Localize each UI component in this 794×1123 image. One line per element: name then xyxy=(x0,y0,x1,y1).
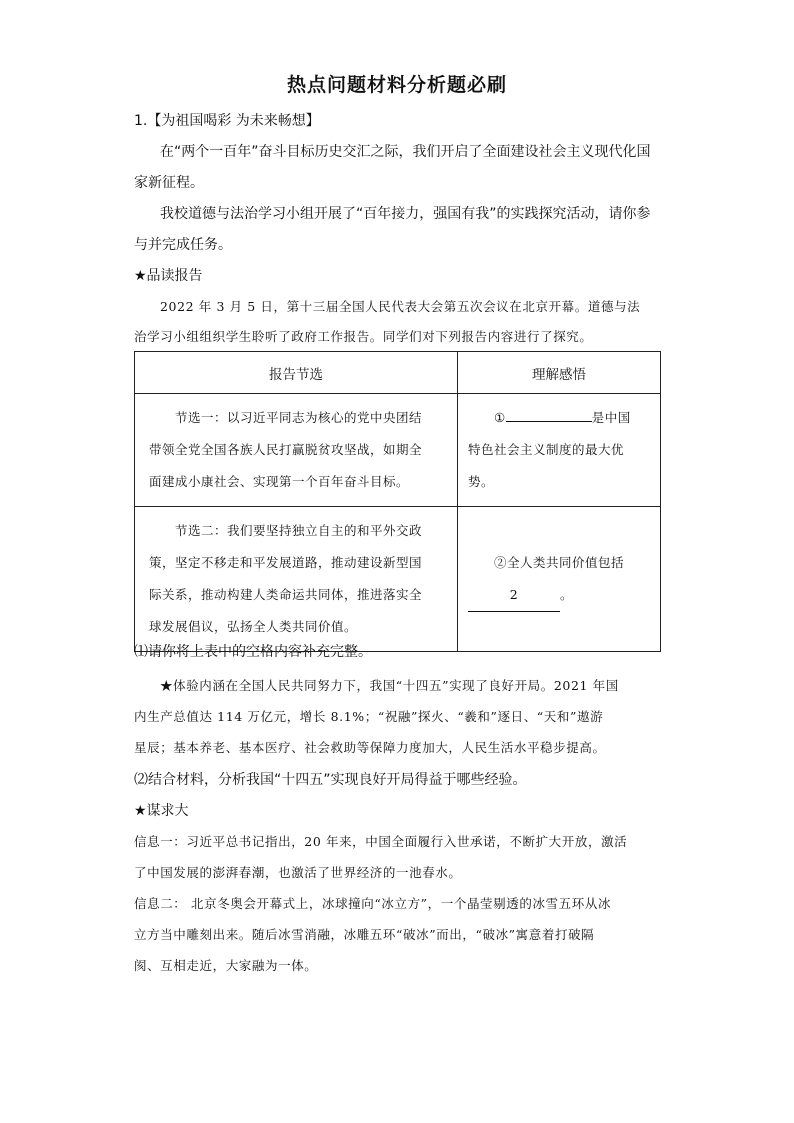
understanding-2-end: 。 xyxy=(560,586,574,602)
excerpt-2-line-4: 球发展倡议，弘扬全人类共同价值。 xyxy=(149,619,358,634)
understanding-1-suffix: 是中国 xyxy=(591,410,631,425)
intro-paragraph-2-line-2: 与并完成任务。 xyxy=(134,237,232,253)
report-intro-line-2: 治学习小组组织学生聆听了政府工作报告。同学们对下列报告内容进行了探究。 xyxy=(134,329,593,344)
answer-blank-1[interactable] xyxy=(506,421,592,422)
intro-paragraph-1-line-1: 在“两个一百年”奋斗目标历史交汇之际，我们开启了全面建设社会主义现代化国 xyxy=(160,144,651,160)
question-1-sub-2: ⑵结合材料，分析我国“十四五”实现良好开局得益于哪些经验。 xyxy=(134,772,527,788)
info-2-line-1: 信息二： 北京冬奥会开幕式上，冰球撞向“冰立方”，一个晶莹剔透的冰雪五环从冰 xyxy=(134,896,612,911)
table-header-right: 理解感悟 xyxy=(458,352,661,394)
understanding-1-line-2: 特色社会主义制度的最大优 xyxy=(468,442,625,457)
excerpt-1-line-1: 节选一：以习近平同志为核心的党中央团结 xyxy=(175,410,423,425)
section-plan-heading: ★谋求大 xyxy=(134,803,189,819)
answer-blank-2[interactable]: 2 xyxy=(468,579,560,612)
table-row-2-understanding xyxy=(458,507,661,652)
document-title: 热点问题材料分析题必刷 xyxy=(286,74,507,96)
table-header-left: 报告节选 xyxy=(135,352,458,394)
excerpt-1-line-2: 带领全党全国各族人民打赢脱贫攻坚战，如期全 xyxy=(149,442,423,457)
report-intro-line-1: 2022 年 3 月 5 日，第十三届全国人民代表大会第五次会议在北京开幕。道德与法 xyxy=(160,299,641,314)
info-2-line-2: 立方当中雕刻出来。随后冰雪消融，冰雕五环“破冰”而出，“破冰”寓意着打破隔 xyxy=(134,927,595,942)
understanding-2-line-1: ②全人类共同价值包括 xyxy=(494,554,625,570)
table-row-1-understanding xyxy=(458,394,661,507)
report-table xyxy=(134,351,661,652)
section-report-heading: ★品读报告 xyxy=(134,268,203,284)
table-row-2-excerpt xyxy=(135,507,458,652)
question-1-sub-1: ⑴请你将上表中的空格内容补充完整。 xyxy=(134,644,372,660)
experience-line-1: ★体验内涵在全国人民共同努力下，我国“十四五”实现了良好开局。2021 年国 xyxy=(160,678,619,693)
info-2-line-3: 阂、互相走近，大家融为一体。 xyxy=(134,958,318,973)
excerpt-2-line-3: 际关系，推动构建人类命运共同体，推进落实全 xyxy=(149,587,423,602)
info-1-line-2: 了中国发展的澎湃春潮，也激活了世界经济的一池春水。 xyxy=(134,865,462,880)
intro-paragraph-1-line-2: 家新征程。 xyxy=(134,175,204,191)
experience-line-2: 内生产总值达 114 万亿元，增长 8.1%；“祝融”探火、“羲和”逐日、“天和”遨游 xyxy=(134,709,604,724)
understanding-2-line-2 xyxy=(468,579,650,612)
excerpt-2-line-1: 节选二：我们要坚持独立自主的和平外交政 xyxy=(175,523,423,538)
understanding-1-line-1 xyxy=(468,402,650,434)
table-row-1-excerpt xyxy=(135,394,458,507)
excerpt-1-line-3: 面建成小康社会、实现第一个百年奋斗目标。 xyxy=(149,474,410,489)
understanding-1-line-3: 势。 xyxy=(468,474,495,489)
info-1-line-1: 信息一：习近平总书记指出，20 年来，中国全面履行入世承诺，不断扩大开放，激活 xyxy=(134,834,628,849)
experience-line-3: 星辰；基本养老、基本医疗、社会救助等保障力度加大，人民生活水平稳步提高。 xyxy=(134,740,606,755)
excerpt-2-line-2: 策，坚定不移走和平发展道路，推动建设新型国 xyxy=(149,555,423,570)
circled-number-1: ① xyxy=(494,410,506,425)
question-1-heading: 1.【为祖国喝彩 为未来畅想】 xyxy=(134,113,320,129)
intro-paragraph-2-line-1: 我校道德与法治学习小组开展了“百年接力，强国有我”的实践探究活动，请你参 xyxy=(160,206,651,222)
